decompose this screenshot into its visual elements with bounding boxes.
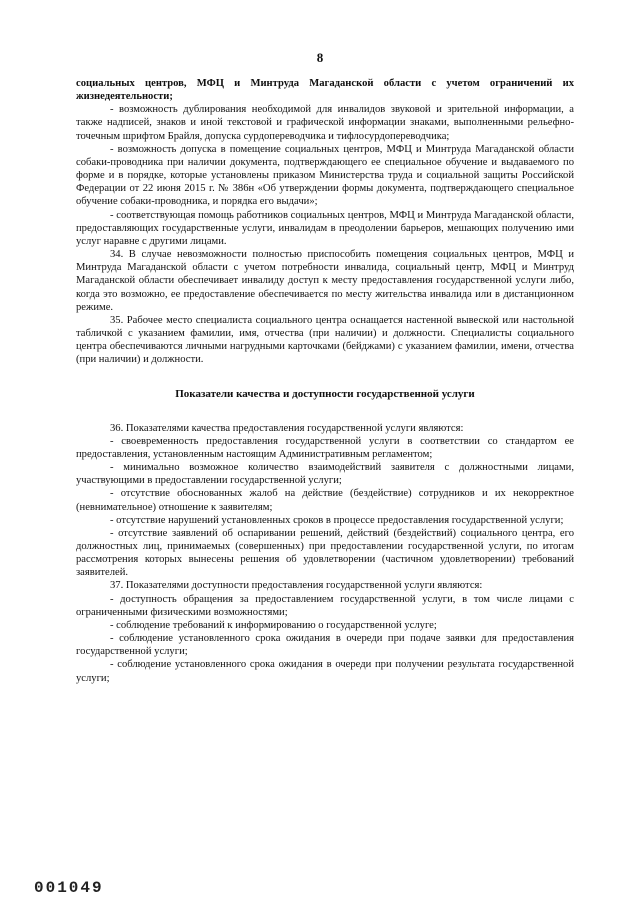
paragraph: - соблюдение требований к информированию о государственной услуге; [110, 619, 437, 631]
paragraph: 35. Рабочее место специалиста социального центра оснащается настенной вывеской или настольной табличкой с указанием фамилии, имя, отчества (при наличии) и должности. Специалисты социального центра обеспечиваются личными нагрудными карточками (бейджами) с указанием фамилии, имени, отчества (при наличии) и должности. [76, 314, 574, 366]
paragraph: 36. Показателями качества предоставления государственной услуги являются: [110, 422, 464, 434]
page-number: 8 [316, 50, 324, 65]
paragraph: - возможность допуска в помещение социальных центров, МФЦ и Минтруда Магаданской области собаки-проводника при наличии документа, подтверждающего ее специальное обучение и выдаваемого по форме и в порядке, которые установлены приказом Министерства труда и социальной защиты Российской Федерации от 22 июня 2015 г. № 386н «Об утверждении формы документа, подтверждающего специальное обучение собаки-проводника, и порядка его выдачи»; [76, 143, 574, 208]
paragraph: - соблюдение установленного срока ожидания в очереди при получении результата государственной услуги; [76, 659, 574, 684]
section-heading: Показатели качества и доступности государственной услуги [175, 388, 475, 401]
paragraph: 34. В случае невозможности полностью приспособить помещения социальных центров, МФЦ и Минтруда Магаданской области с учетом потребности инвалида, социальный центр, МФЦ и Минтруд Магаданской области обеспечивает инвалиду доступ к месту предоставления государственной услуги либо, когда это возможно, ее предоставление обеспечивается по месту жительства инвалида или в дистанционном режиме. [76, 249, 574, 313]
paragraph: - минимально возможное количество взаимодействий заявителя с должностными лицами, участвующими в предоставлении государственной услуги; [76, 462, 574, 487]
paragraph: - возможность дублирования необходимой для инвалидов звуковой и зрительной информации, а также надписей, знаков и иной текстовой и графической информации знаками, выполненными рельефно-точечным шрифтом Брайля, допуска сурдопереводчика и тифлосурдопереводчика; [76, 104, 574, 142]
paragraph: - соответствующая помощь работников социальных центров, МФЦ и Минтруда Магаданской области, предоставляющих государственные услуги, инвалидам в преодолении барьеров, мешающих получению ими услуг наравне с другими лицами. [76, 209, 574, 247]
document-body [76, 77, 574, 685]
paragraph: - доступность обращения за предоставлением государственной услуги, в том числе лицами с ограниченными физическими возможностями; [76, 593, 574, 618]
paragraph: - своевременность предоставления государственной услуги в соответствии со стандартом ее предоставления, установленным настоящим Административным регламентом; [76, 435, 574, 460]
paragraph: социальных центров, МФЦ и Минтруда Магаданской области с учетом ограничений их жизнедеятельности; [76, 78, 574, 103]
paragraph: - соблюдение установленного срока ожидания в очереди при подаче заявки для предоставления государственной услуги; [76, 633, 574, 658]
paragraph: - отсутствие обоснованных жалоб на действие (бездействие) сотрудников и их некорректное (невнимательное) отношение к заявителям; [76, 488, 574, 513]
paragraph: - отсутствие заявлений об оспаривании решений, действий (бездействий) социального центра, его должностных лиц, принимаемых (совершенных) при предоставлении государственной услуги, по итогам рассмотрения которых вынесены решения об удовлетворении (частичном удовлетворении) требований заявителей. [76, 527, 574, 579]
paragraph: 37. Показателями доступности предоставления государственной услуги являются: [110, 580, 483, 592]
paragraph: - отсутствие нарушений установленных сроков в процессе предоставления государственной услуги; [110, 514, 564, 526]
document-serial-number: 001049 [34, 879, 104, 897]
